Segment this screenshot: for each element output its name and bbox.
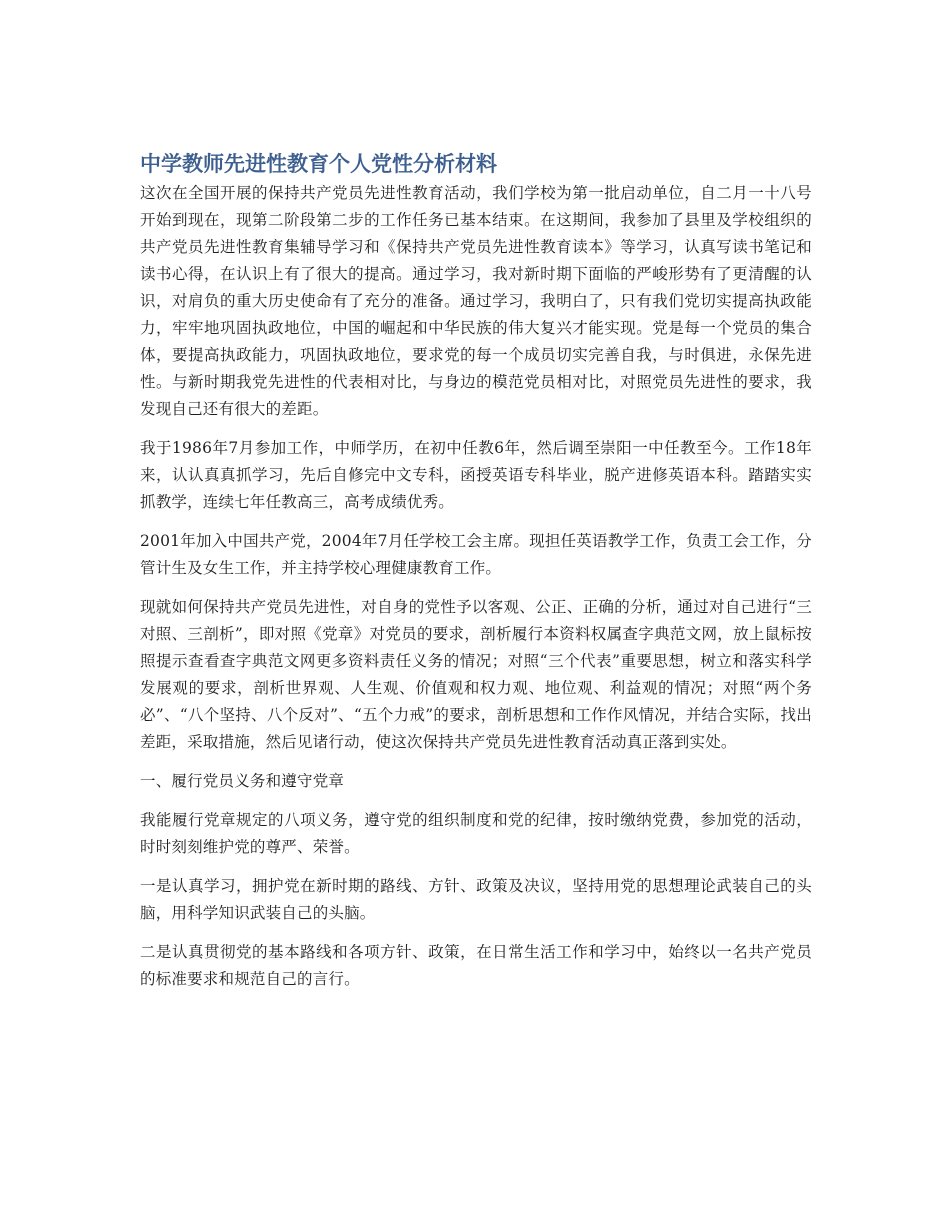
document-page — [140, 150, 812, 1005]
paragraph-party-membership: 2001年加入中国共产党，2004年7月任学校工会主席。现担任英语教学工作，负责工会工作，分管计生及女生工作，并主持学校心理健康教育工作。 — [140, 532, 812, 577]
paragraph-point-one: 一是认真学习，拥护党在新时期的路线、方针、政策及决议，坚持用党的思想理论武装自己的头脑，用科学知识武装自己的头脑。 — [140, 877, 812, 922]
paragraph-obligations: 我能履行党章规定的八项义务，遵守党的组织制度和党的纪律，按时缴纳党费，参加党的活动，时时刻刻维护党的尊严、荣誉。 — [140, 811, 812, 856]
section-heading-obligations: 一、履行党员义务和遵守党章 — [140, 772, 345, 790]
document-title: 中学教师先进性教育个人党性分析材料 — [140, 152, 497, 176]
paragraph-point-two: 二是认真贯彻党的基本路线和各项方针、政策，在日常生活工作和学习中，始终以一名共产党员的标准要求和规范自己的言行。 — [140, 943, 812, 988]
paragraph-intro: 这次在全国开展的保持共产党员先进性教育活动，我们学校为第一批启动单位，自二月一十八号开始到现在，现第二阶段第二步的工作任务已基本结束。在这期间，我参加了县里及学校组织的共产党员先进性教育集辅导学习和《保持共产党员先进性教育读本》等学习，认真写读书笔记和读书心得，在认识上有了很大的提高。通过学习，我对新时期下面临的严峻形势有了更清醒的认识，对肩负的重大历史使命有了充分的准备。通过学习，我明白了，只有我们党切实提高执政能力，牢牢地巩固执政地位，中国的崛起和中华民族的伟大复兴才能实现。党是每一个党员的集合体，要提高执政能力，巩固执政地位，要求党的每一个成员切实完善自我，与时俱进，永保先进性。与新时期我党先进性的代表相对比，与身边的模范党员相对比，对照党员先进性的要求，我发现自己还有很大的差距。 — [140, 184, 812, 418]
paragraph-analysis-method: 现就如何保持共产党员先进性，对自身的党性予以客观、公正、正确的分析，通过对自己进行“三对照、三剖析”，即对照《党章》对党员的要求，剖析履行本资料权属查字典范文网，放上鼠标按照提示查看查字典范文网更多资料责任义务的情况；对照“三个代表”重要思想，树立和落实科学发展观的要求，剖析世界观、人生观、价值观和权力观、地位观、利益观的情况；对照“两个务必”、“八个坚持、八个反对”、“五个力戒”的要求，剖析思想和工作作风情况，并结合实际，找出差距，采取措施，然后见诸行动，使这次保持共产党员先进性教育活动真正落到实处。 — [140, 598, 812, 751]
paragraph-background: 我于1986年7月参加工作，中师学历，在初中任教6年，然后调至崇阳一中任教至今。工作18年来，认认真真抓学习，先后自修完中文专科，函授英语专科毕业，脱产进修英语本科。踏踏实实抓教学，连续七年任教高三，高考成绩优秀。 — [140, 439, 812, 511]
